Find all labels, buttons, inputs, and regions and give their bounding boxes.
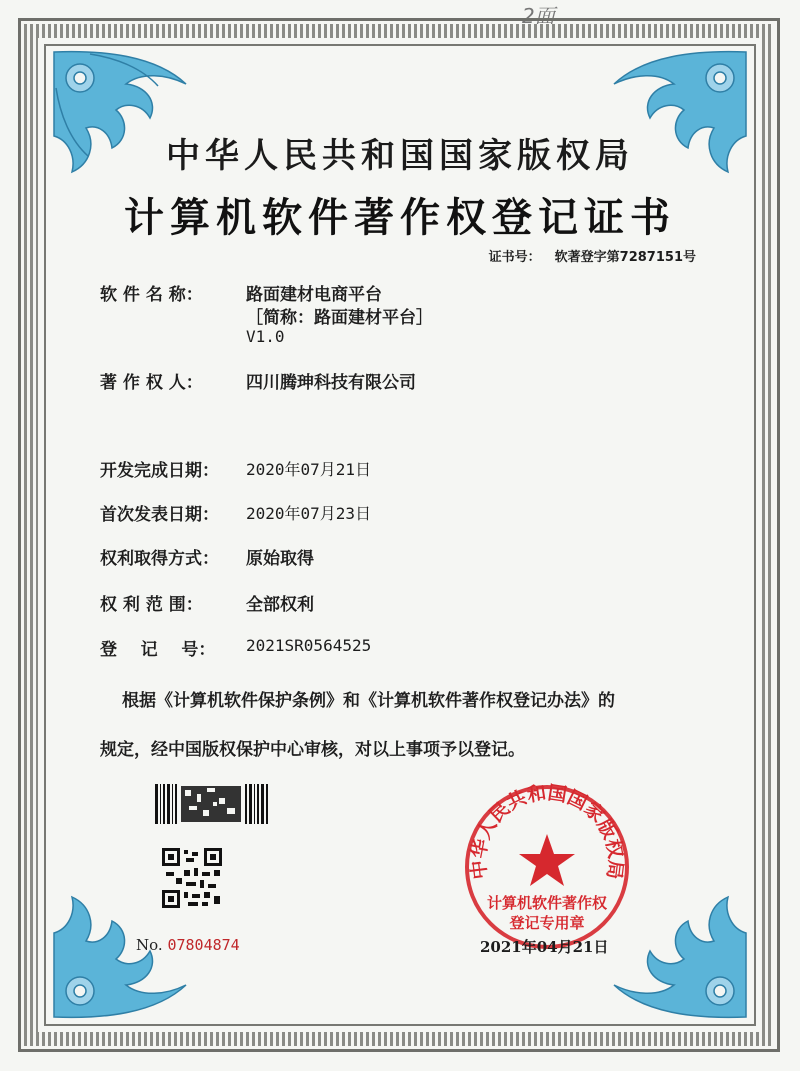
statement-line-2: 规定，经中国版权保护中心审核，对以上事项予以登记。 <box>100 740 525 760</box>
field-dev-date: 2020年07月21日 <box>246 460 372 479</box>
field-acquire: 原始取得 <box>246 549 314 569</box>
field-acquire-label: 权利取得方式： <box>100 549 219 569</box>
field-reg-label: 登 记 号： <box>100 640 216 660</box>
certificate-number-label: 证书号： <box>488 250 541 265</box>
qr-code-icon <box>162 848 222 908</box>
field-pub-date: 2020年07月23日 <box>246 504 372 523</box>
field-software-name: 路面建材电商平台 <box>246 285 382 305</box>
field-owner-label: 著 作 权 人： <box>100 373 203 393</box>
certificate-title: 计算机软件著作权登记证书 <box>124 195 676 241</box>
field-software-version: V1.0 <box>246 327 285 346</box>
serial-prefix: No. <box>136 936 163 954</box>
issue-date: 2021年04月21日 <box>480 938 609 956</box>
certificate-number-value: 软著登字第7287151号 <box>554 250 696 265</box>
handwritten-note: 2面 <box>522 4 555 28</box>
statement-line-1: 根据《计算机软件保护条例》和《计算机软件著作权登记办法》的 <box>122 691 615 711</box>
certificate-number <box>489 246 696 265</box>
seal-line-1: 计算机软件著作权 <box>486 894 607 912</box>
serial-value: 07804874 <box>167 936 240 954</box>
field-owner: 四川腾珅科技有限公司 <box>246 373 416 393</box>
issuer-title: 中华人民共和国国家版权局 <box>166 136 634 176</box>
field-software-name-label: 软 件 名 称： <box>100 285 203 305</box>
field-reg-number: 2021SR0564525 <box>246 636 372 655</box>
serial-number <box>136 936 240 954</box>
barcode-icon <box>155 784 270 824</box>
seal-ring-text: 中华人民共和国国家版权局 <box>467 782 627 881</box>
field-scope: 全部权利 <box>246 595 314 615</box>
field-dev-date-label: 开发完成日期： <box>100 461 219 481</box>
seal-line-2: 登记专用章 <box>509 914 585 932</box>
field-pub-date-label: 首次发表日期： <box>100 505 219 525</box>
field-software-short-name: ［简称：路面建材平台］ <box>246 308 433 328</box>
field-scope-label: 权 利 范 围： <box>100 595 203 615</box>
